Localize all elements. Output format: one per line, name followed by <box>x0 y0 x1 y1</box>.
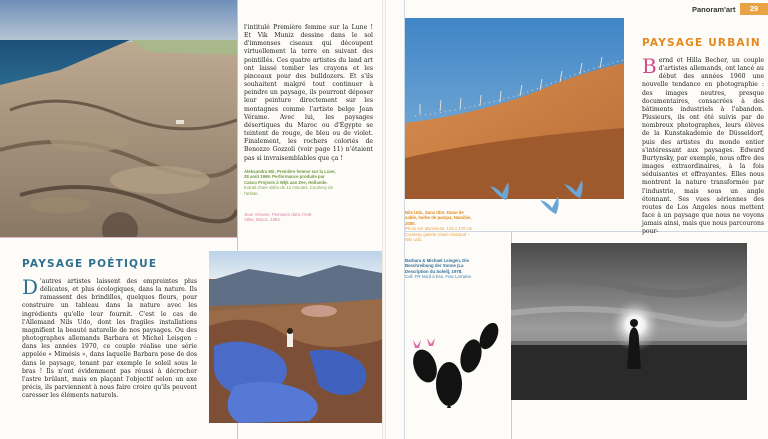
body-paragraph: Bernd et Hilla Becher, un couple d'artistes allemands, ont lancé au début des années 1960 une nouvelle tendance en photographie : des images neutres, presque documentaires, consacrées à des bâtiments industriels à l'abandon. Plusieurs, ils ont été suivis par de nombreux photographes, leurs élèves de la Kunstakademie de Düsseldorf, puis des artistes du monde entier s'intéressant aux paysages. Edward Burtynsky, par exemple, nous offre des images extraordinaires, à la fois séduisantes et effrayantes. Elles nous montrent la nature transformée par l'industrie, mais sous un angle étonnant. Ses vues aériennes des routes de Los Angeles nous mettent face à un paysage que nous ne voyons jamais ainsi, mais que nous parcourons pour- <box>642 54 764 236</box>
page-number: 29 <box>749 4 759 13</box>
caption-leisgen <box>405 258 477 280</box>
caption-jean-verame <box>244 212 318 223</box>
caption-nils-udo <box>405 210 477 242</box>
photo-woman-holding-sun <box>511 243 747 400</box>
caption-title: Nils Udo, Sans titre. Dune de sable, herbe de pampa, Namibie, 2000. <box>405 210 472 226</box>
section-title-paysage-poetique: PAYSAGE POÉTIQUE <box>22 258 158 270</box>
bird-icon <box>564 180 583 198</box>
caption-detail: Coll. FR Nord à Ess. Frac Lorraine. <box>405 274 473 280</box>
cactus-illustration <box>405 318 505 408</box>
section-name: Panoram'art <box>692 5 736 14</box>
body-paragraph: l'intitulé Première femme sur la Lune ! Et Vik Muniz dessine dans le sol d'immenses ciseaux qui découpent virtuellement la terre en suivant des pointillés. Ces quatre artistes du land art ont laissé tomber les crayons et les pinceaux pour des bulldozers. Et s'ils souhaitent malgré tout continuer à peindre un paysage, ils pourront déposer leur peinture directement sur les montagnes comme l'artiste belge Jean Vérame. Avec lui, les paysages désertiques du Maroc ou d'Égypte se teintent de rouge, de bleu ou de violet. Finalement, les rochers coloriés de Benozzo Gozzoli (voir page 11) n'étaient pas si invraisemblables que ça ! <box>244 24 373 162</box>
text-column-paysage-urbain <box>642 54 764 236</box>
caption-title: Aleksandra Mir, Première femme sur la Lune, 28 août 1999. Performance produite par Casco Projects à Wijk aan Zee, Hollande. <box>244 169 336 185</box>
birds-illustration <box>490 178 590 220</box>
caption-text: Jean Vérame, Peintures dans l'Anti-Atlas, Maroc, 1984. <box>244 212 313 223</box>
divider-line <box>0 237 237 238</box>
caption-detail: Extrait d'une vidéo de 12 minutes. Courtesy de l'artiste. <box>244 185 333 196</box>
drop-cap: D <box>22 275 39 299</box>
body-paragraph: D 'autres artistes laissent des empreintes plus délicates, et plus écologiques, dans la nature. Ils ramassent des brindilles, quelques fleurs, pour construire un tableau dans la nature avec les ingrédients qu'elle leur fournit. C'est le cas de l'Allemand Nils Udo, dont les fragiles installations magnifient la beauté naturelle de nos paysages. Ou des photographes allemands Barbara et Michel Leisgen : dans les années 1970, ce couple réalise une série appelée « Mimésis », dans laquelle Barbara pose de dos dans le paysage, tenant par exemple le soleil sous le bras ! Ils n'ont évidemment pas réussi à décrocher l'astre brûlant, mais en plaçant l'objectif selon un axe précis, ils parviennent à nous faire croire qu'ils peuvent caresser les éléments naturels. <box>22 275 197 400</box>
section-title-paysage-urbain: PAYSAGE URBAIN <box>642 37 761 49</box>
photo-sand-dune-pampa <box>405 18 624 199</box>
photo-beach-land-art <box>0 0 237 237</box>
book-gutter <box>382 0 386 439</box>
photo-painted-rocks <box>209 251 382 423</box>
drop-cap: B <box>642 54 657 78</box>
caption-title: Barbara & Michael Leisgen, Die Beschreibung der Sonne (La Description du Soleil), 1978. <box>405 258 469 274</box>
text-column-land-art <box>244 24 373 163</box>
bird-icon <box>490 182 509 200</box>
text-column-paysage-poetique <box>22 275 197 400</box>
page-header <box>692 5 735 14</box>
caption-detail: Photo sur aluminium. 125 x 170 cm. Courtesy galerie Claire Gastaud – Nils Udo. <box>405 226 474 243</box>
page-number-badge <box>740 3 768 15</box>
bird-icon <box>540 196 559 214</box>
caption-aleksandra-mir <box>244 169 338 196</box>
